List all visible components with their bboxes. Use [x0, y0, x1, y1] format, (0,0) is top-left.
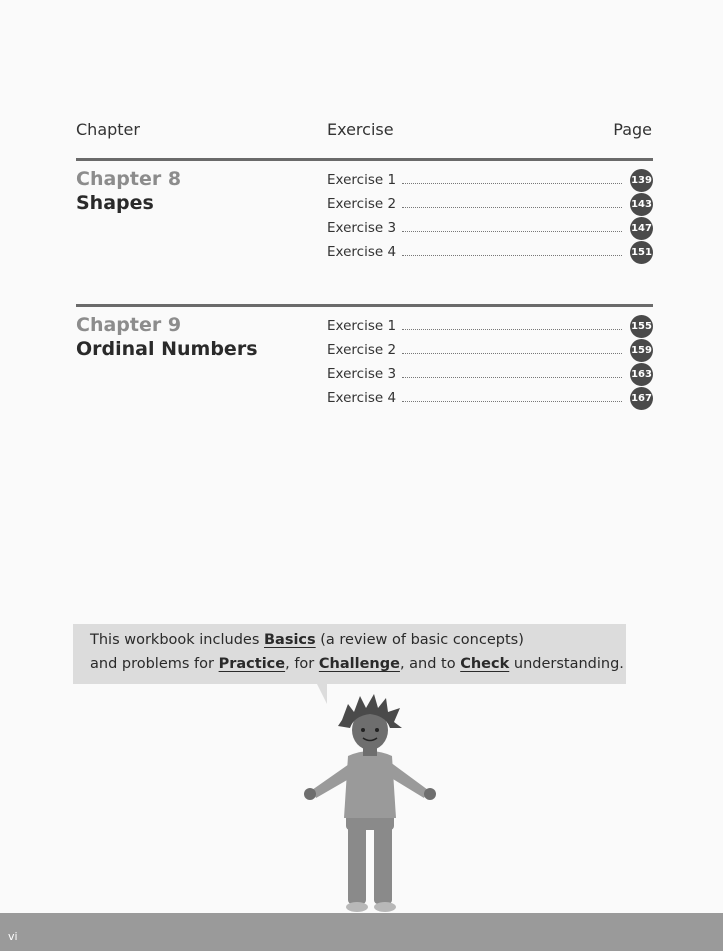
- page-number: vi: [8, 930, 18, 943]
- speech-text: , and to: [399, 656, 461, 672]
- toc-row[interactable]: [327, 193, 653, 215]
- speech-bubble: [73, 624, 626, 684]
- header-chapter: Chapter: [76, 120, 140, 139]
- page-badge: 167: [630, 387, 653, 410]
- chapter-title: Shapes: [76, 192, 154, 214]
- toc-row[interactable]: [327, 315, 653, 337]
- exercise-label: Exercise 1: [327, 172, 397, 188]
- exercise-label: Exercise 1: [327, 318, 397, 334]
- toc-row[interactable]: [327, 241, 653, 263]
- dot-leader: [402, 183, 622, 184]
- dot-leader: [402, 255, 622, 256]
- exercise-label: Exercise 2: [327, 342, 397, 358]
- toc-row[interactable]: [327, 217, 653, 239]
- chapter-divider: [76, 158, 653, 161]
- page-badge: 159: [630, 339, 653, 362]
- dot-leader: [402, 207, 622, 208]
- header-page: Page: [613, 120, 652, 139]
- chapter-number: Chapter 9: [76, 314, 182, 336]
- speech-text: (a review of basic concepts): [315, 632, 524, 648]
- exercise-label: Exercise 4: [327, 390, 397, 406]
- dot-leader: [402, 401, 622, 402]
- toc-row[interactable]: [327, 169, 653, 191]
- dot-leader: [402, 231, 622, 232]
- keyword-check: Check: [460, 656, 510, 672]
- speech-text: understanding.: [509, 656, 624, 672]
- chapter-divider: [76, 304, 653, 307]
- dot-leader: [402, 329, 622, 330]
- page-badge: 151: [630, 241, 653, 264]
- toc-row[interactable]: [327, 387, 653, 409]
- chapter-title: Ordinal Numbers: [76, 338, 258, 360]
- dot-leader: [402, 377, 622, 378]
- dot-leader: [402, 353, 622, 354]
- exercise-label: Exercise 2: [327, 196, 397, 212]
- toc-row[interactable]: [327, 339, 653, 361]
- page-badge: 147: [630, 217, 653, 240]
- page-badge: 139: [630, 169, 653, 192]
- page-badge: 163: [630, 363, 653, 386]
- exercise-label: Exercise 3: [327, 220, 397, 236]
- page-badge: 155: [630, 315, 653, 338]
- keyword-basics: Basics: [263, 632, 316, 648]
- boy-illustration-icon: [290, 690, 450, 920]
- header-exercise: Exercise: [327, 120, 394, 139]
- speech-text: This workbook includes: [90, 632, 264, 648]
- speech-line-1: [90, 632, 524, 648]
- chapter-8-block: [0, 168, 723, 288]
- speech-line-2: [90, 656, 624, 672]
- speech-text: and problems for: [90, 656, 219, 672]
- exercise-label: Exercise 4: [327, 244, 397, 260]
- page-badge: 143: [630, 193, 653, 216]
- chapter-9-block: [0, 314, 723, 434]
- toc-row[interactable]: [327, 363, 653, 385]
- keyword-practice: Practice: [218, 656, 286, 672]
- exercise-label: Exercise 3: [327, 366, 397, 382]
- speech-text: , for: [285, 656, 319, 672]
- keyword-challenge: Challenge: [318, 656, 400, 672]
- chapter-number: Chapter 8: [76, 168, 182, 190]
